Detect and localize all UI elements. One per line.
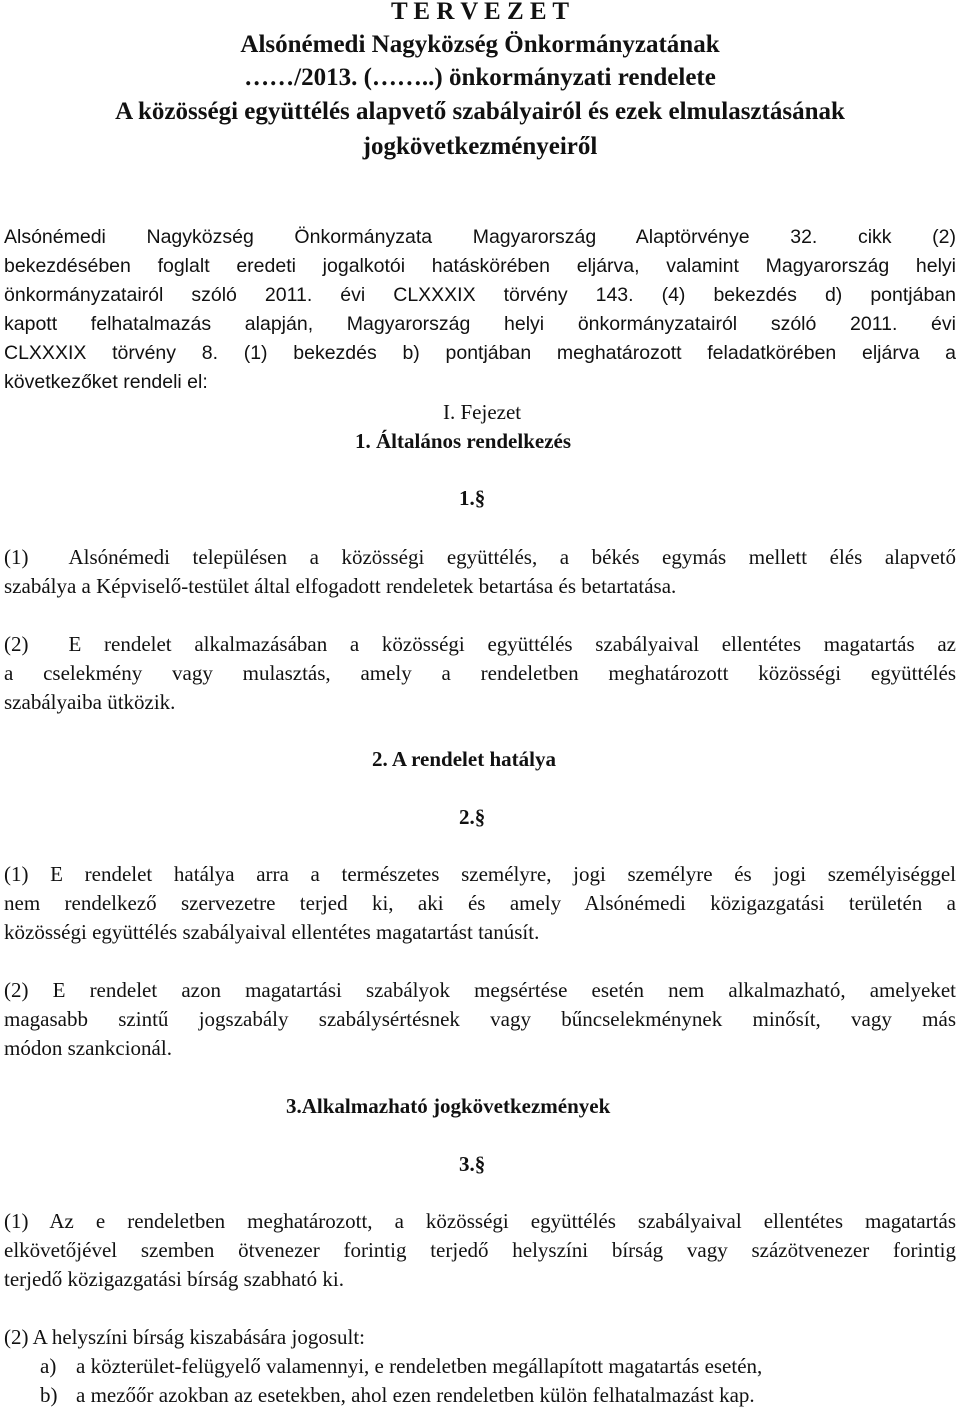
s2-p1-line-1: (1) E rendelet hatálya arra a természetes személyre, jogi személyre és jogi személyiséggel (4, 862, 956, 886)
title-line-2: ……/2013. (……..) önkormányzati rendelete (244, 64, 716, 91)
s2-p1-line-2: nem rendelkező szervezetre terjed ki, aki és amely Alsónémedi közigazgatási területén a (4, 891, 956, 915)
s3-p1-line-1: (1) Az e rendeletben meghatározott, a közösségi együttélés szabályaival ellentétes magatartás (4, 1209, 956, 1233)
preamble-line-6: következőket rendeli el: (4, 371, 208, 393)
section-sign-icon: § (474, 805, 486, 829)
s1-p2-line-1: (2) E rendelet alkalmazásában a közösségi együttélés szabályaival ellentétes magatartás az (4, 632, 956, 656)
preamble-line-5: CLXXXIX törvény 8. (1) bekezdés b) pontjában meghatározott feladatkörében eljárva a (4, 342, 956, 364)
s3-p2-lead: (2) A helyszíni bírság kiszabására jogosult: (4, 1325, 366, 1349)
section-sign-icon: § (474, 486, 486, 510)
section-3-number: 3.§ (459, 1152, 486, 1176)
heading-3: 3.Alkalmazható jogkövetkezmények (286, 1094, 611, 1118)
s1-p1-line-2: szabálya a Képviselő-testület által elfogadott rendeletek betartása és betartatása. (4, 574, 677, 598)
s1-p2-line-3: szabályaiba ütközik. (4, 690, 176, 714)
title-line-4: jogkövetkezményeiről (362, 133, 598, 160)
list-item: b) a mezőőr azokban az esetekben, ahol ezen rendeletben külön felhatalmazást kap. (40, 1383, 755, 1407)
section-1-number: 1.§ (459, 486, 486, 510)
section-sign-icon: § (474, 1152, 486, 1176)
s2-p2-line-1: (2) E rendelet azon magatartási szabályok megsértése esetén nem alkalmazható, amelyeket (4, 978, 956, 1002)
preamble-line-3: önkormányzatairól szóló 2011. évi CLXXXIX törvény 143. (4) bekezdés d) pontjában (4, 284, 956, 306)
section-2-number: 2.§ (459, 805, 486, 829)
heading-2: 2. A rendelet hatálya (372, 747, 556, 771)
s3-p1-line-3: terjedő közigazgatási bírság szabható ki. (4, 1267, 344, 1291)
s3-p1-line-2: elkövetőjével szemben ötvenezer forintig terjedő helyszíni bírság vagy százötvenezer forintig (4, 1238, 956, 1262)
chapter-title: 1. Általános rendelkezés (355, 429, 572, 453)
s2-p2-line-3: módon szankcionál. (4, 1036, 172, 1060)
draft-label: T E R V E Z E T (390, 0, 570, 25)
s2-p2-line-2: magasabb szintű jogszabály szabálysértésnek vagy bűncselekménynek minősít, vagy más (4, 1007, 956, 1031)
title-line-3: A közösségi együttélés alapvető szabályairól és ezek elmulasztásának (115, 98, 845, 125)
list-item: a) a közterület-felügyelő valamennyi, e rendeletben megállapított magatartás esetén, (40, 1354, 763, 1378)
s2-p1-line-3: közösségi együttélés szabályaival ellentétes magatartást tanúsít. (4, 920, 540, 944)
preamble-line-2: bekezdésében foglalt eredeti jogalkotói hatáskörében eljárva, valamint Magyarország helyi (4, 255, 956, 277)
preamble-line-4: kapott felhatalmazás alapján, Magyarország helyi önkormányzatairól szóló 2011. évi (4, 313, 956, 335)
s1-p1-line-1: (1) Alsónémedi településen a közösségi együttélés, a békés egymás mellett élés alapvető (4, 545, 956, 569)
chapter-label: I. Fejezet (443, 400, 522, 424)
title-line-1: Alsónémedi Nagyközség Önkormányzatának (240, 31, 720, 58)
preamble-line-1: Alsónémedi Nagyközség Önkormányzata Magyarország Alaptörvénye 32. cikk (2) (4, 226, 956, 248)
s1-p2-line-2: a cselekmény vagy mulasztás, amely a rendeletben meghatározott közösségi együttélés (4, 661, 956, 685)
